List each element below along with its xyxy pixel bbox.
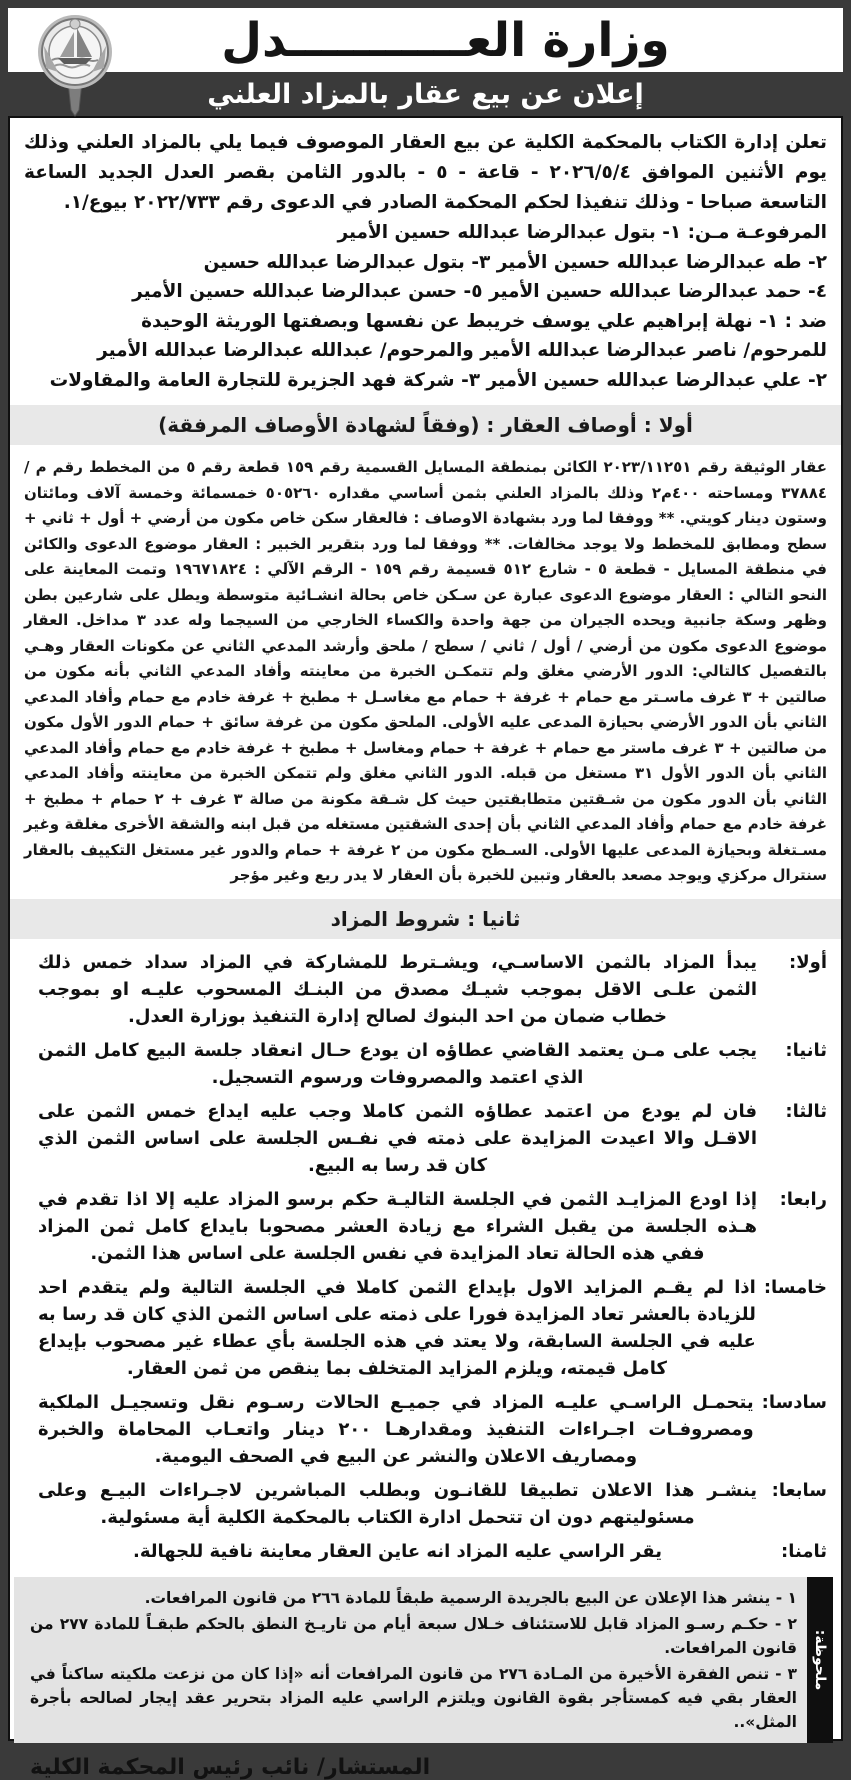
parties-block [24, 218, 827, 396]
property-description: عقار الوثيقة رقم ٢٠٢٣/١١٢٥١ الكائن بمنطقة المسايل القسمية رقم ١٥٩ قطعة رقم ٥ من المخطط رقم م / ٣٧٨٨٤ ومساحته ٤٠٠م٢ وذلك بالمزاد العلني بثمن أساسي مقداره ٥٠٥٢٦٠ خمسمائة وخمسة آلاف ومائتان وستون دينار كويتي. ** ووفقا لما ورد بشهادة الاوصاف : فالعقار سكن خاص مكون من أرضي + أول + ثاني + سطح ومطابق للمخطط ولا يوجد مخالفات. ** ووفقا لما ورد بتقرير الخبير : العقار موضوع الدعوى والكائن في منطقة المسايل - قطعة ٥ - شارع ٥١٢ قسيمة رقم ١٥٩ - الرقم الآلي : ١٩٦٧١٨٢٤ وتمت المعاينة على النحو التالي : العقار موضوع الدعوى عبارة عن سـكن خاص بحالة انشـائية متوسطة ويطل على شارعين بطن وظهر وسكة جانبية ويحده الجيران من جهة واحدة والكساء الخارجي من السيجما وله عدد ٣ مداخل. العقار موضوع الدعوى مكون من أرضي / أول / ثاني / سطح / ملحق وأرشد المدعي الثاني عن مكونات العقار وهـي بالتفصيل كالتالي: الدور الأرضي مغلق ولم تتمكـن الخبرة من معاينته وأفاد المدعي الثاني بأنه مكون من صالتين + ٣ غرف ماسـتر مع حمام + غرفة + حمام مع مغاسـل + مطبخ + غرفة خادم مع حمام وأفاد المدعي الثاني بأن الدور الأرضي بحيازة المدعى عليه الأولى. الملحق مكون من غرفة سائق + حمام الدور الأول مكون من صالتين + ٣ غرف ماستر مع حمام + غرفة + حمام ومغاسل + مطبخ + غرفة خادم مع حمام وأفاد المدعي الثاني بأن الدور الأول ٣١ مستغل من قبله. الدور الثاني مغلق ولم تتمكن الخبرة من معاينته وأفاد المدعي الثاني بأن الدور مكون من شـقتين متطابقتين حيث كل شـقة مكونة من صالة ٣ غرف + ٢ حمام + مطبخ + غرفة خادم مع حمام وأفاد المدعي الثاني بأن إحدى الشقتين مستغله من قبل ابنه والشقة الأخرى مغلقة وغير مسـتغلة وبحيازة المدعى عليها الأولى. السـطح مكون من ٢ غرفة + حمام والدور غير مستغل التكييف بالعقار سنترال مركزي ويوجد مصعد بالعقار وتبين للخبرة بأن العقار لا يدر ريع وغير مؤجر [24, 458, 828, 885]
condition-text: فان لم يودع من اعتمد عطاؤه الثمن كاملا وجب عليه ايداع خمس الثمن على الاقـل والا اعيدت المزايدة على ذمته في نفـس الجلسة على اساس الثمن الذي كان قد رسا به البيع. [38, 1100, 757, 1176]
condition-row [24, 1274, 827, 1382]
condition-label: خامسا: [763, 1276, 827, 1298]
condition-text: يجب على مـن يعتمد القاضي عطاؤه ان يودع حـال انعقاد جلسة البيع كامل الثمن الذي اعتمد والمصروفات ورسوم التسجيل. [38, 1039, 757, 1088]
condition-row [24, 1477, 827, 1531]
condition-text: إذا اودع المزايـد الثمن في الجلسة التاليـة حكم برسو المزاد عليه إلا اذا تقدم في هـذه الجلسة من يقبل الشراء مع زيادة العشر مصحوبا بايداع كامل ثمن المزاد ففي هذه الحالة تعاد المزايدة في نفس الجلسة على اساس هذا الثمن. [38, 1188, 757, 1264]
masthead [8, 8, 843, 72]
condition-label: ثانيا: [785, 1039, 827, 1061]
condition-text: يبدأ المزاد بالثمن الاساسـي، ويشـترط للمشاركة في المزاد سداد خمس ذلك الثمن علـى الاقل بموجب شيـك مصدق من البنـك المسحوب عليـه او بموجب خطاب ضمان من احد البنوك لصالح إدارة التنفيذ بوزارة العدل. [38, 951, 757, 1027]
notes-side-strip [807, 1577, 833, 1743]
party-line: ٢- طه عبدالرضا عبدالله حسين الأمير ٣- بتول عبدالرضا عبدالله حسين [203, 251, 827, 273]
conditions-list [24, 949, 827, 1565]
notes-box [14, 1577, 835, 1743]
condition-row [24, 1538, 827, 1565]
condition-label: ثامنا: [781, 1540, 827, 1562]
banner-title: إعلان عن بيع عقار بالمزاد العلني [207, 78, 644, 110]
condition-row [24, 1037, 827, 1091]
notice-document [8, 116, 843, 1780]
condition-label: أولا: [789, 951, 827, 973]
condition-text: اذا لم يقـم المزايد الاول بإيداع الثمن كاملا في الجلسة التالية ولم يتقدم احد للزيادة بالعشر تعاد المزايدة فورا على ذمته على اساس الثمن الذي كان قد رسا به عليه في الجلسة السابقة، ولا يعتد في هذه الجلسة بأي عطاء غير مصحوب بإيداع كامل قيمته، ويلزم المزايد المتخلف بما ينقص من ثمن العقار. [38, 1276, 756, 1379]
condition-text: ينشـر هذا الاعلان تطبيقا للقانـون وبطلب المباشرين لاجـراءات البيـع وعلى مسئوليتهم دون ان تتحمل ادارة الكتاب بالمحكمة الكلية أية مسئولية. [38, 1479, 757, 1528]
section-header-conditions: ثانيا : شروط المزاد [10, 899, 841, 939]
ministry-title: وزارة العـــــــــــدل [221, 12, 670, 68]
party-line: للمرحوم/ ناصر عبدالرضا عبدالله الأمير والمرحوم/ عبدالله عبدالرضا عبدالله الأمير [97, 340, 827, 362]
note-item: ١ - ينشر هذا الإعلان عن البيع بالجريدة الرسمية طبقاً للمادة ٢٦٦ من قانون المرافعات. [144, 1588, 797, 1607]
condition-label: رابعا: [779, 1188, 827, 1210]
condition-text: يتحمـل الراسـي عليـه المزاد في جميـع الحالات رسـوم نقل وتسجيـل الملكية ومصروفـات اجـراءات التنفيذ ومقدارهـا ٢٠٠ دينار واتعـاب المحاماة والخبرة ومصاريف الاعلان والنشر عن البيع في الصحف اليومية. [38, 1391, 754, 1467]
party-line: المرفوعـة مـن: ١- بتول عبدالرضا عبدالله حسين الأمير [337, 221, 827, 243]
kuwait-emblem-icon [34, 12, 116, 120]
signature-line: المستشار/ نائب رئيس المحكمة الكلية [30, 1755, 431, 1780]
condition-label: سادسا: [761, 1391, 827, 1413]
party-line: ٢- علي عبدالرضا عبدالله حسين الأمير ٣- شركة فهد الجزيرة للتجارة العامة والمقاولات [49, 369, 827, 391]
party-line: ٤- حمد عبدالرضا عبدالله حسين الأمير ٥- حسن عبدالرضا عبدالله حسين الأمير [132, 281, 827, 303]
condition-row [24, 949, 827, 1030]
condition-row [24, 1186, 827, 1267]
notes-side-label: ملحوظة: [812, 1629, 828, 1691]
note-item: ٣ - تنص الفقرة الأخيرة من المـادة ٢٧٦ من قانون المرافعات أنه «إذا كان من نزعت ملكيته ساكناً في العقار بقي فيه كمستأجر بقوة القانون ويلتزم الراسي عليه المزاد بتحرير عقد إيجار لصالحه بأجرة المثل».. [30, 1665, 797, 1732]
condition-row [24, 1389, 827, 1470]
section-header-property: أولا : أوصاف العقار : (وفقاً لشهادة الأوصاف المرفقة) [10, 405, 841, 445]
note-item: ٢ - حكـم رسـو المزاد قابل للاستئناف خـلال سبعة أيام من تاريـخ النطق بالحكم طبقـاً للمادة ٢٧٧ من قانون المرافعات. [30, 1614, 797, 1657]
condition-row [24, 1098, 827, 1179]
party-line: ضد : ١- نهلة إبراهيم علي يوسف خريبط عن نفسها وبصفتها الوريثة الوحيدة [141, 310, 827, 332]
notes-body [14, 1577, 807, 1743]
condition-label: ثالثا: [785, 1100, 827, 1122]
banner [8, 72, 843, 116]
announcement-paragraph: تعلن إدارة الكتاب بالمحكمة الكلية عن بيع العقار الموصوف فيما يلي بالمزاد العلني وذلك يوم الأثنين الموافق ٢٠٢٦/٥/٤ - قاعة - ٥ - بالدور الثامن بقصر العدل الجديد الساعة التاسعة صباحا - وذلك تنفيذا لحكم المحكمة الصادر في الدعوى رقم ٢٠٢٢/٧٣٣ بيوع/١. [24, 132, 827, 213]
condition-text: يقر الراسي عليه المزاد انه عاين العقار معاينة نافية للجهالة. [133, 1540, 662, 1562]
condition-label: سابعا: [771, 1479, 827, 1501]
